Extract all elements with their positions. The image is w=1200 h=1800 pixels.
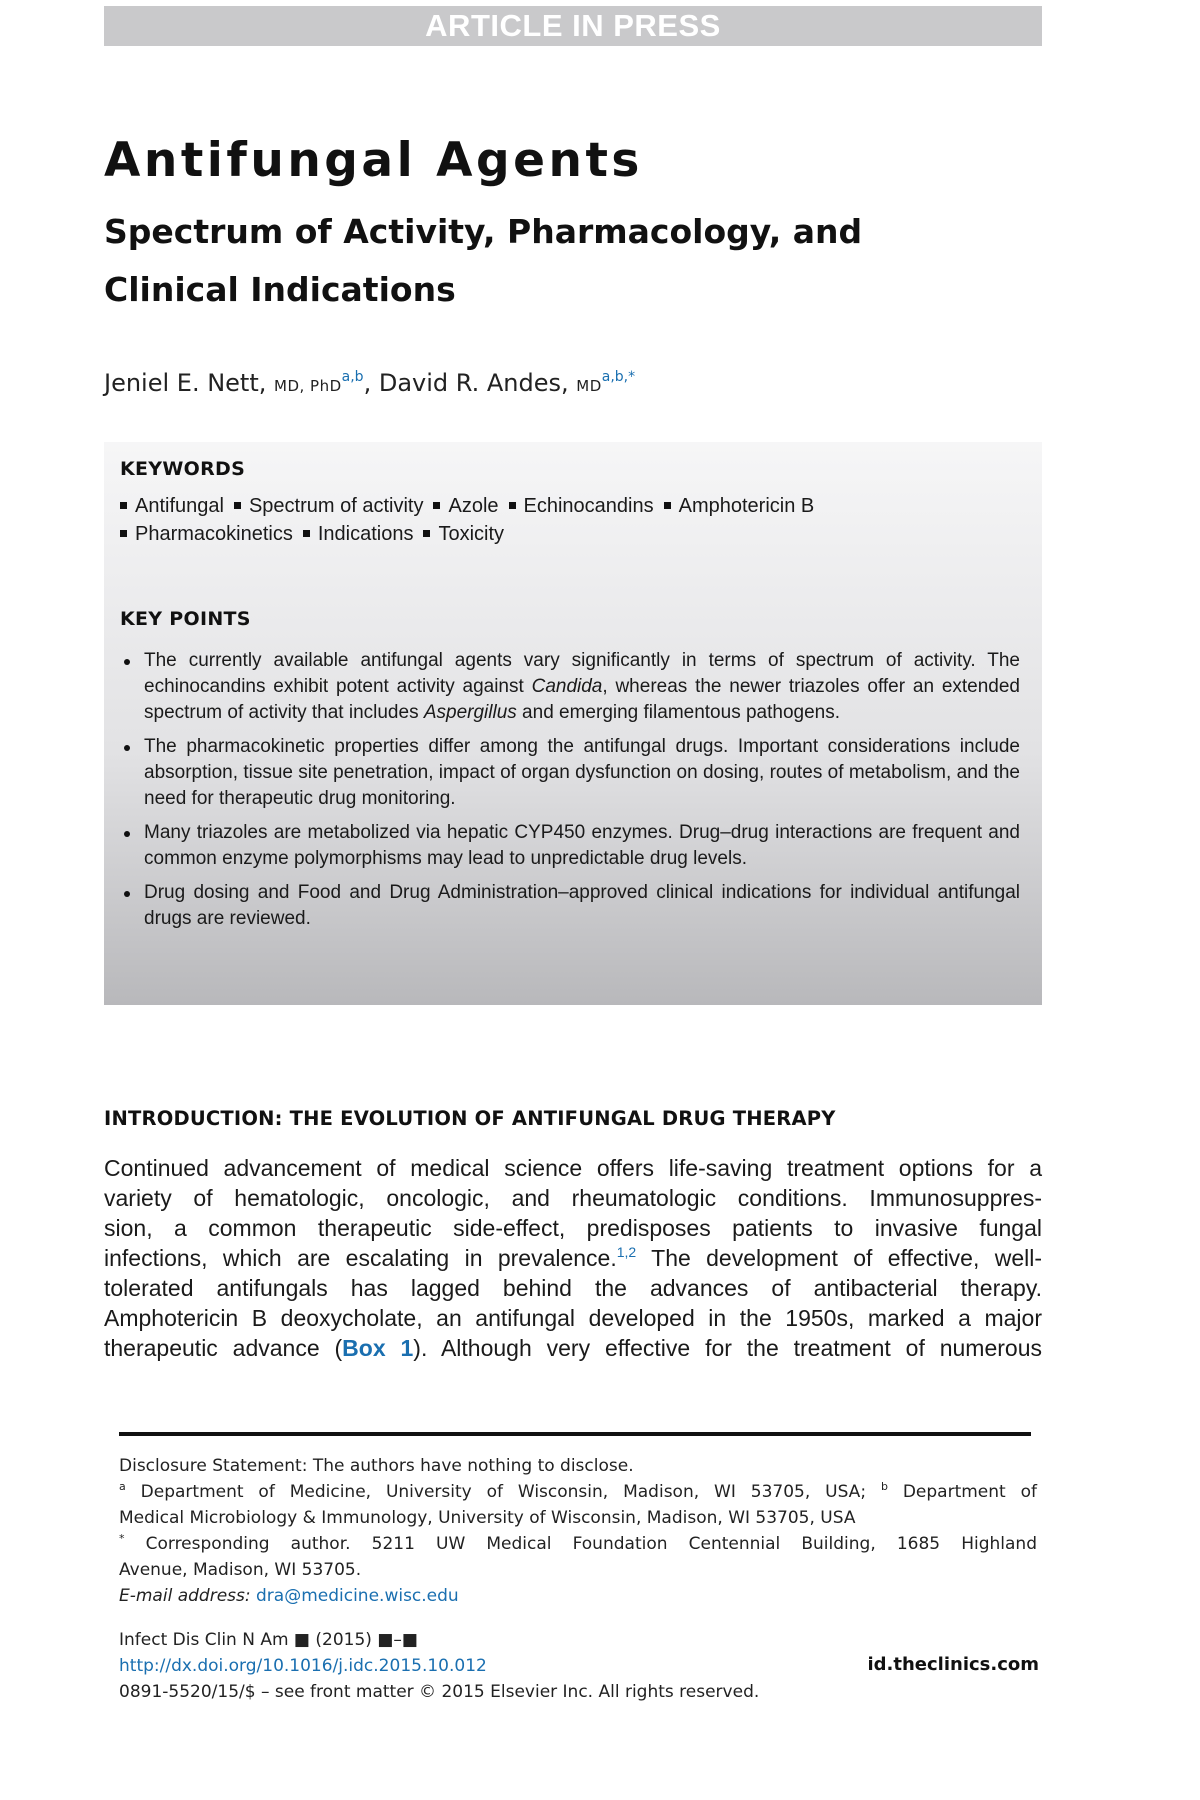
email-label: E-mail address: (119, 1586, 251, 1606)
journal-website[interactable]: id.theclinics.com (867, 1654, 1039, 1675)
footnote-divider (119, 1432, 1031, 1436)
bullet-square-icon (120, 530, 127, 537)
disclosure-statement: Disclosure Statement: The authors have nothing to disclose. (119, 1456, 634, 1476)
article-in-press-banner (104, 6, 1042, 46)
bullet-dot-icon (124, 891, 130, 897)
corresponding-text: Avenue, Madison, WI 53705. (119, 1560, 362, 1580)
bullet-square-icon (423, 530, 430, 537)
author-separator: , (363, 369, 372, 397)
affiliation-text: Department of Medicine, University of Wisconsin, Madison, WI 53705, USA; (125, 1482, 881, 1502)
bullet-square-icon (664, 502, 671, 509)
body-line (104, 1333, 1042, 1363)
key-point-text: Drug dosing and Food and Drug Administration–approved clinical indications for individual antifungal drugs are reviewed. (144, 882, 1020, 929)
doi-link[interactable]: http://dx.doi.org/10.1016/j.idc.2015.10.012 (119, 1656, 487, 1676)
section-heading: INTRODUCTION: THE EVOLUTION OF ANTIFUNGAL DRUG THERAPY (104, 1107, 836, 1130)
keywords-line (120, 523, 514, 546)
bullet-dot-icon (124, 745, 130, 751)
key-points-list (120, 648, 1020, 940)
bullet-square-icon (234, 502, 241, 509)
keyword-text: Amphotericin B (678, 495, 815, 517)
keyword (120, 495, 224, 517)
author-name: David R. Andes, (378, 369, 569, 397)
copyright-notice: 0891-5520/15/$ – see front matter © 2015 Elsevier Inc. All rights reserved. (119, 1682, 760, 1702)
bullet-square-icon (509, 502, 516, 509)
body-line (104, 1243, 1042, 1273)
subtitle-line: Clinical Indications (104, 270, 456, 309)
keyword (120, 523, 293, 545)
body-line: sion, a common therapeutic side-effect, predisposes patients to invasive fungal (104, 1215, 1042, 1241)
bullet-square-icon (433, 502, 440, 509)
footnotes (119, 1453, 1037, 1609)
author-name: Jeniel E. Nett, (104, 369, 267, 397)
bullet-square-icon (303, 530, 310, 537)
keyword (433, 495, 498, 517)
key-points-heading: KEY POINTS (120, 608, 251, 630)
reference-citation[interactable]: 1,2 (616, 1244, 637, 1260)
body-line: Amphotericin B deoxycholate, an antifungal developed in the 1950s, marked a major (104, 1305, 1042, 1331)
author-list (104, 369, 635, 397)
body-line: Continued advancement of medical science offers life-saving treatment options for a (104, 1155, 1042, 1181)
keywords-heading: KEYWORDS (120, 458, 246, 480)
keyword (509, 495, 654, 517)
author-affiliation-mark[interactable]: a,b,* (601, 369, 636, 385)
body-text-segment: ). Although very effective for the treatment of numerous (413, 1335, 1042, 1361)
key-point-text: The pharmacokinetic properties differ among the antifungal drugs. Important considerations include absorption, tissue site penetration, impact of organ dysfunction on dosing, routes of metabolism, and the need for therapeutic drug monitoring. (144, 736, 1020, 809)
affiliation-mark: b (880, 1480, 888, 1493)
bullet-square-icon (120, 502, 127, 509)
key-point-text: , whereas the newer triazoles offer an extended spectrum of activity that includes (144, 676, 1021, 723)
corresponding-mark: * (119, 1532, 125, 1545)
body-text-segment: infections, which are escalating in prevalence. (104, 1245, 617, 1271)
keyword-text: Echinocandins (523, 495, 654, 517)
key-point-text: and emerging filamentous pathogens. (516, 702, 840, 723)
key-point-text: The currently available antifungal agents vary significantly in terms of spectrum of activity. The echinocandins exhibit potent activity against (144, 650, 1020, 697)
affiliation-mark: a (119, 1480, 126, 1493)
box-1-link[interactable]: Box 1 (342, 1335, 414, 1361)
affiliation-text: Medical Microbiology & Immunology, University of Wisconsin, Madison, WI 53705, USA (119, 1508, 856, 1528)
introduction-paragraph (104, 1153, 1042, 1363)
bullet-dot-icon (124, 831, 130, 837)
key-point-item (120, 734, 1020, 812)
article-subtitle (104, 203, 904, 319)
body-line: tolerated antifungals has lagged behind the advances of antibacterial therapy. (104, 1275, 1042, 1301)
body-text-segment: The development of effective, well- (636, 1245, 1042, 1271)
key-point-item (120, 648, 1020, 726)
keyword (664, 495, 815, 517)
key-point-text: Many triazoles are metabolized via hepatic CYP450 enzymes. Drug–drug interactions are frequent and common enzyme polymorphisms may lead to unpredictable drug levels. (144, 822, 1020, 869)
body-text-segment: therapeutic advance ( (104, 1335, 343, 1361)
keyword-text: Pharmacokinetics (135, 523, 293, 545)
keyword-text: Azole (448, 495, 499, 517)
keyword-text: Antifungal (135, 495, 224, 517)
key-point-item (120, 820, 1020, 872)
bullet-dot-icon (124, 659, 130, 665)
key-point-italic: Aspergillus (423, 702, 517, 723)
keywords-line (120, 495, 824, 518)
keyword-text: Toxicity (438, 523, 505, 545)
author-degrees: MD (576, 377, 602, 395)
author-affiliation-mark[interactable]: a,b (341, 369, 364, 385)
corresponding-author-line (119, 1531, 1037, 1557)
keyword (234, 495, 424, 517)
journal-citation: Infect Dis Clin N Am ■ (2015) ■–■ (119, 1630, 418, 1650)
article-title: Antifungal Agents (104, 133, 643, 188)
key-point-item (120, 880, 1020, 932)
affiliation-text: Department of (887, 1482, 1037, 1502)
banner-text: ARTICLE IN PRESS (425, 8, 721, 43)
keywords-keypoints-box (104, 442, 1042, 1005)
keyword-text: Spectrum of activity (248, 495, 424, 517)
keyword-text: Indications (317, 523, 414, 545)
body-line: variety of hematologic, oncologic, and rheumatologic conditions. Immunosuppres- (104, 1185, 1042, 1211)
subtitle-line: Spectrum of Activity, Pharmacology, and (104, 212, 863, 251)
key-point-italic: Candida (531, 676, 603, 697)
affiliation-line (119, 1479, 1037, 1505)
email-link[interactable]: dra@medicine.wisc.edu (256, 1586, 459, 1606)
keyword (303, 523, 414, 545)
corresponding-text: Corresponding author. 5211 UW Medical Foundation Centennial Building, 1685 Highland (124, 1534, 1037, 1554)
author-degrees: MD, PhD (274, 377, 342, 395)
keyword (423, 523, 504, 545)
